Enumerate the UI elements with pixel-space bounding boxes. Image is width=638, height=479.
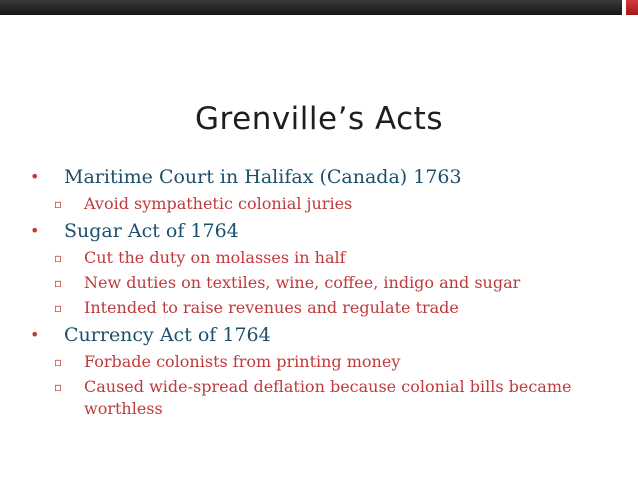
bullet-text: Currency Act of 1764 bbox=[64, 324, 271, 346]
sub-bullet-text: Caused wide-spread deflation because colonial bills became worthless bbox=[84, 377, 572, 418]
sub-bullet-icon: ▫ bbox=[54, 276, 63, 290]
bullet-icon: • bbox=[30, 221, 40, 240]
sub-bullet-text: Cut the duty on molasses in half bbox=[84, 248, 346, 267]
bullet-text: Maritime Court in Halifax (Canada) 1763 bbox=[64, 166, 462, 188]
sub-bullet-item bbox=[30, 247, 630, 269]
sub-bullet-item bbox=[30, 297, 630, 319]
bullet-item-currency-act bbox=[30, 322, 630, 348]
sub-bullet-item bbox=[30, 272, 630, 294]
sub-bullet-item bbox=[30, 351, 630, 373]
sub-bullet-text: Avoid sympathetic colonial juries bbox=[84, 194, 353, 213]
top-decorative-bar bbox=[0, 0, 638, 15]
sub-bullet-icon: ▫ bbox=[54, 251, 63, 265]
top-bar-red-segment bbox=[626, 0, 638, 15]
sub-bullet-icon: ▫ bbox=[54, 197, 63, 211]
slide-body bbox=[30, 162, 630, 423]
bullet-icon: • bbox=[30, 325, 40, 344]
sub-bullet-text: Intended to raise revenues and regulate trade bbox=[84, 298, 459, 317]
sub-bullet-item bbox=[30, 193, 630, 215]
bullet-icon: • bbox=[30, 167, 40, 186]
sub-bullet-icon: ▫ bbox=[54, 380, 63, 394]
sub-bullet-icon: ▫ bbox=[54, 355, 63, 369]
bullet-text: Sugar Act of 1764 bbox=[64, 220, 239, 242]
bullet-item-sugar-act bbox=[30, 218, 630, 244]
slide-title: Grenville’s Acts bbox=[195, 101, 443, 137]
sub-bullet-item bbox=[30, 376, 630, 420]
bullet-item-maritime-court bbox=[30, 164, 630, 190]
top-bar-dark-segment bbox=[0, 0, 622, 15]
sub-bullet-text: Forbade colonists from printing money bbox=[84, 352, 401, 371]
sub-bullet-icon: ▫ bbox=[54, 301, 63, 315]
sub-bullet-text: New duties on textiles, wine, coffee, indigo and sugar bbox=[84, 273, 521, 292]
